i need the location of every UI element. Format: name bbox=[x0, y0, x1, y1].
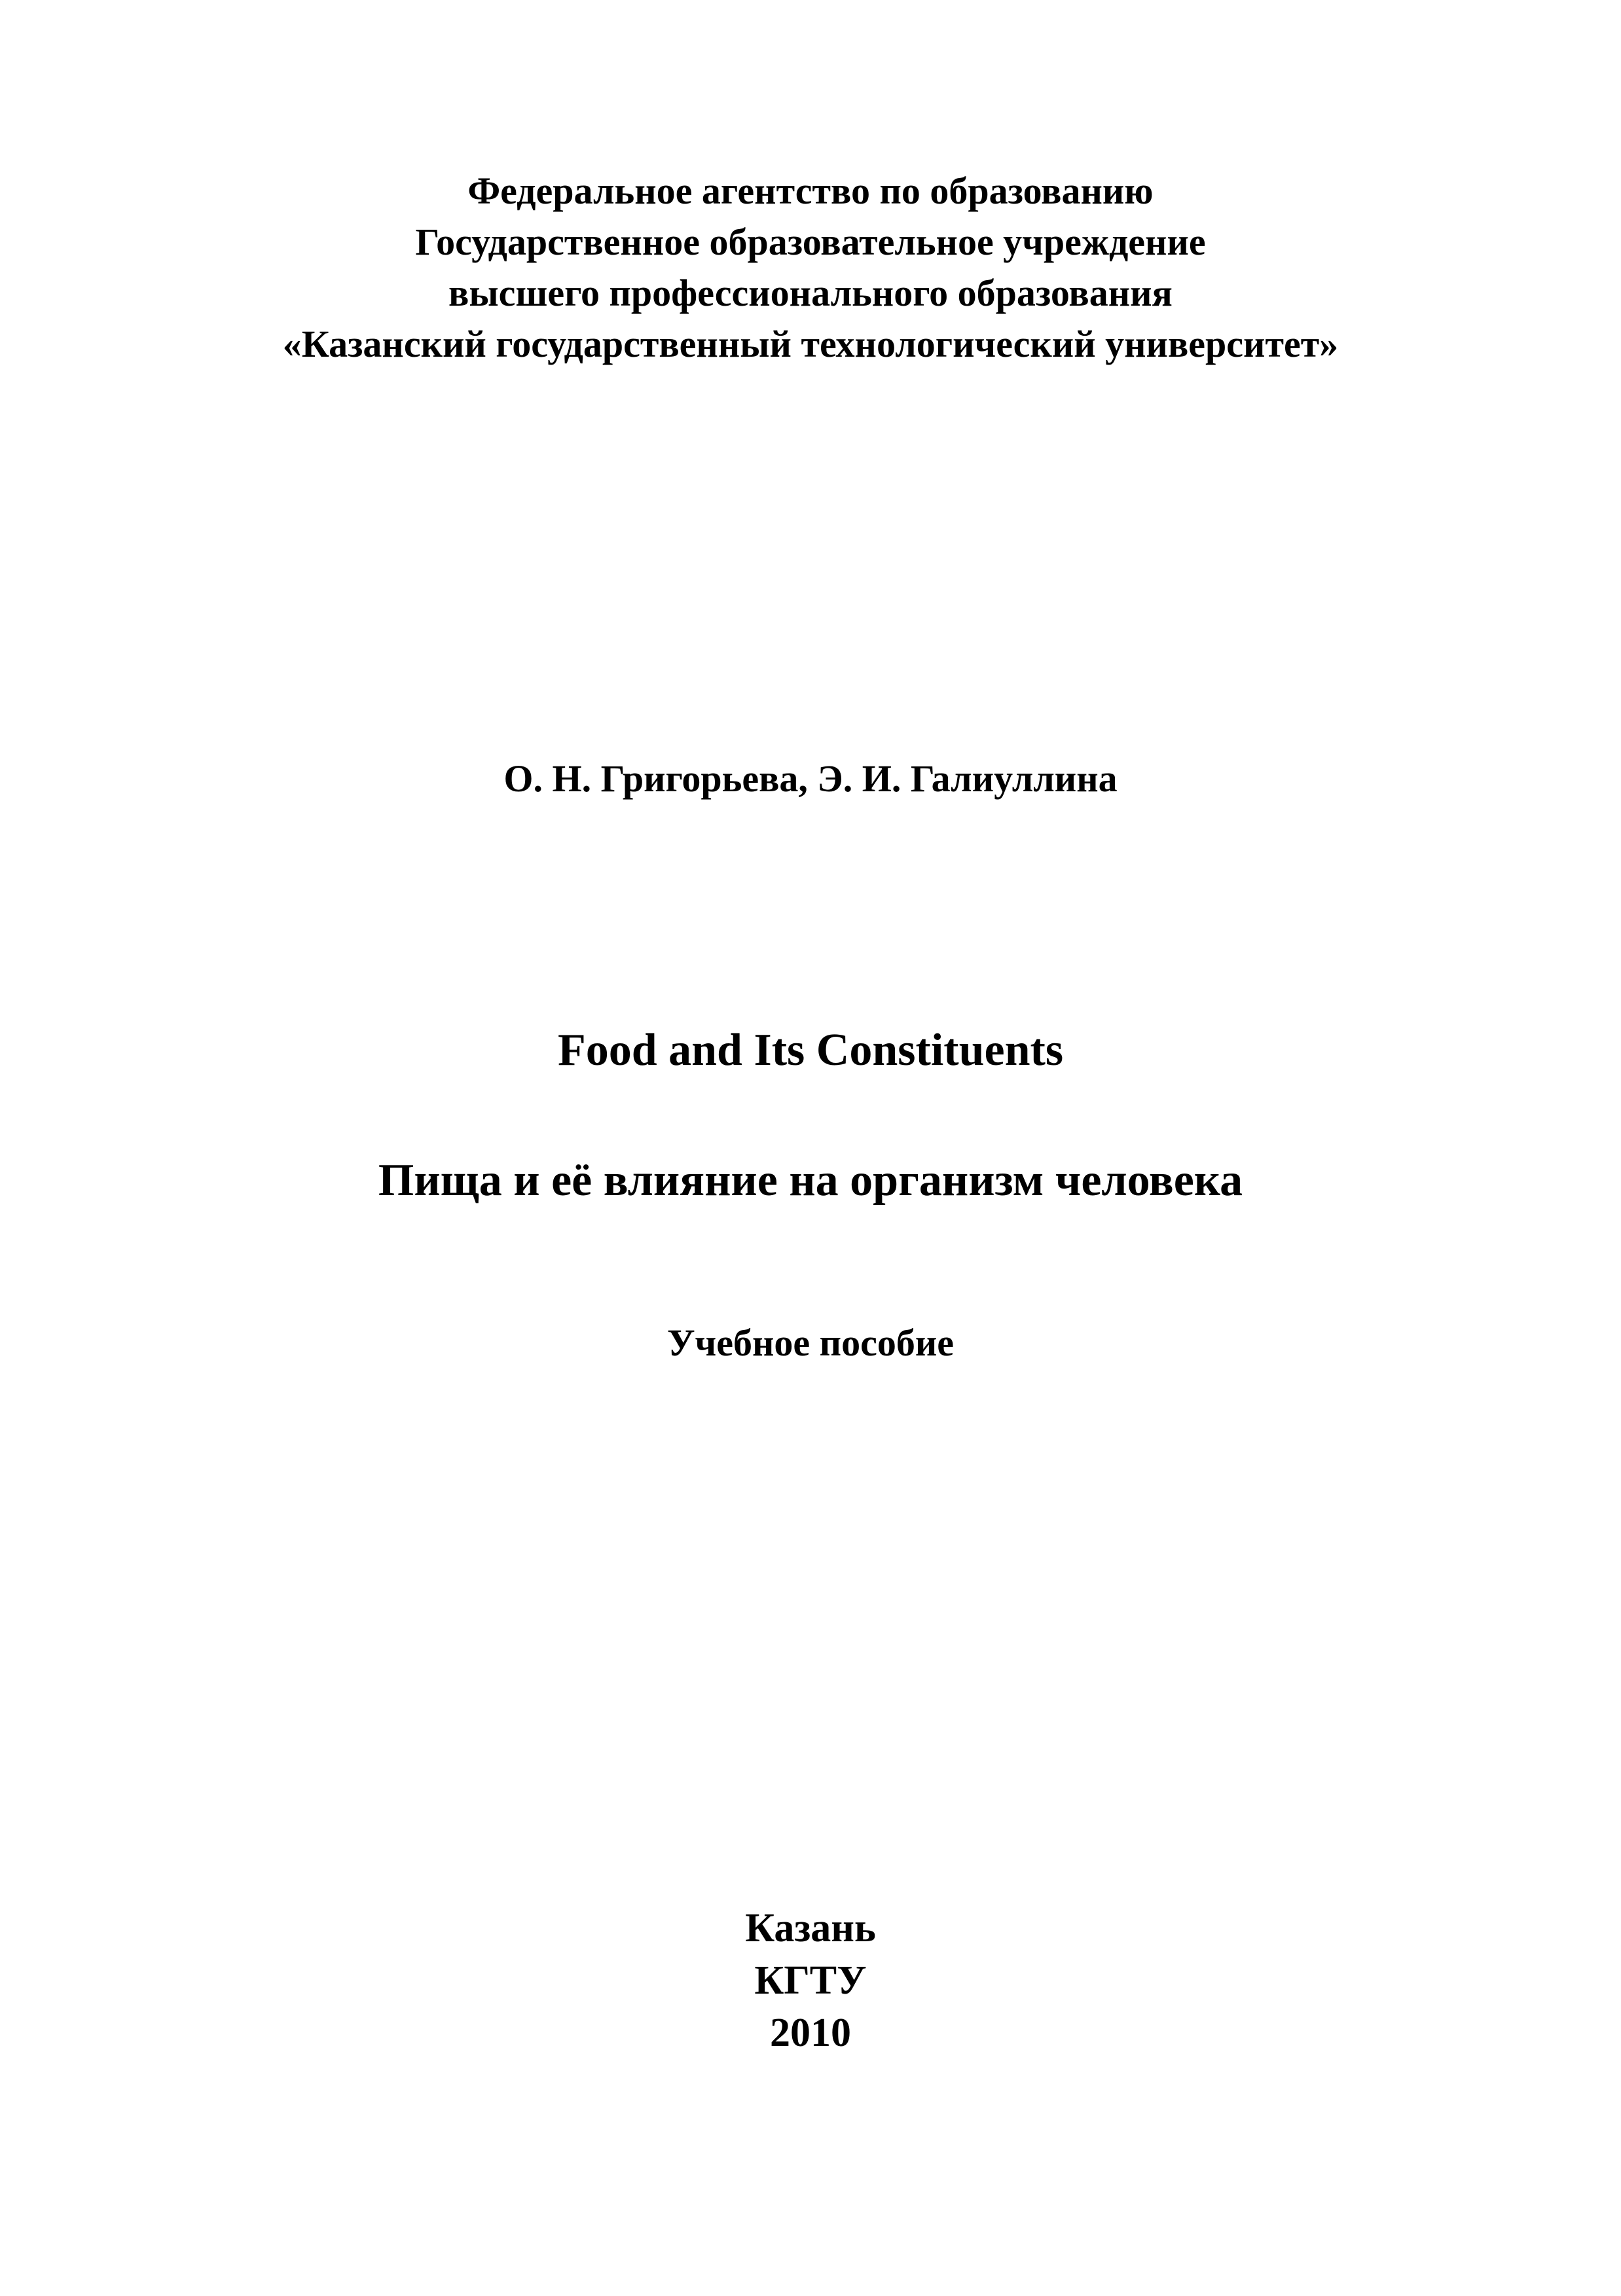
imprint-city: Казань bbox=[745, 1906, 876, 1950]
title-english: Food and Its Constituents bbox=[557, 1025, 1064, 1075]
title-russian: Пища и её влияние на организм человека bbox=[378, 1155, 1243, 1206]
subtitle: Учебное пособие bbox=[666, 1321, 954, 1364]
institution-line-3: высшего профессионального образования bbox=[448, 272, 1173, 314]
imprint-publisher: КГТУ bbox=[754, 1958, 867, 2003]
authors: О. Н. Григорьева, Э. И. Галиуллина bbox=[503, 757, 1118, 800]
institution-line-4: «Казанский государственный технологический университет» bbox=[282, 323, 1339, 365]
institution-line-1: Федеральное агентство по образованию bbox=[467, 170, 1154, 212]
imprint-year: 2010 bbox=[770, 2011, 851, 2055]
institution-line-2: Государственное образовательное учреждение bbox=[415, 221, 1206, 263]
